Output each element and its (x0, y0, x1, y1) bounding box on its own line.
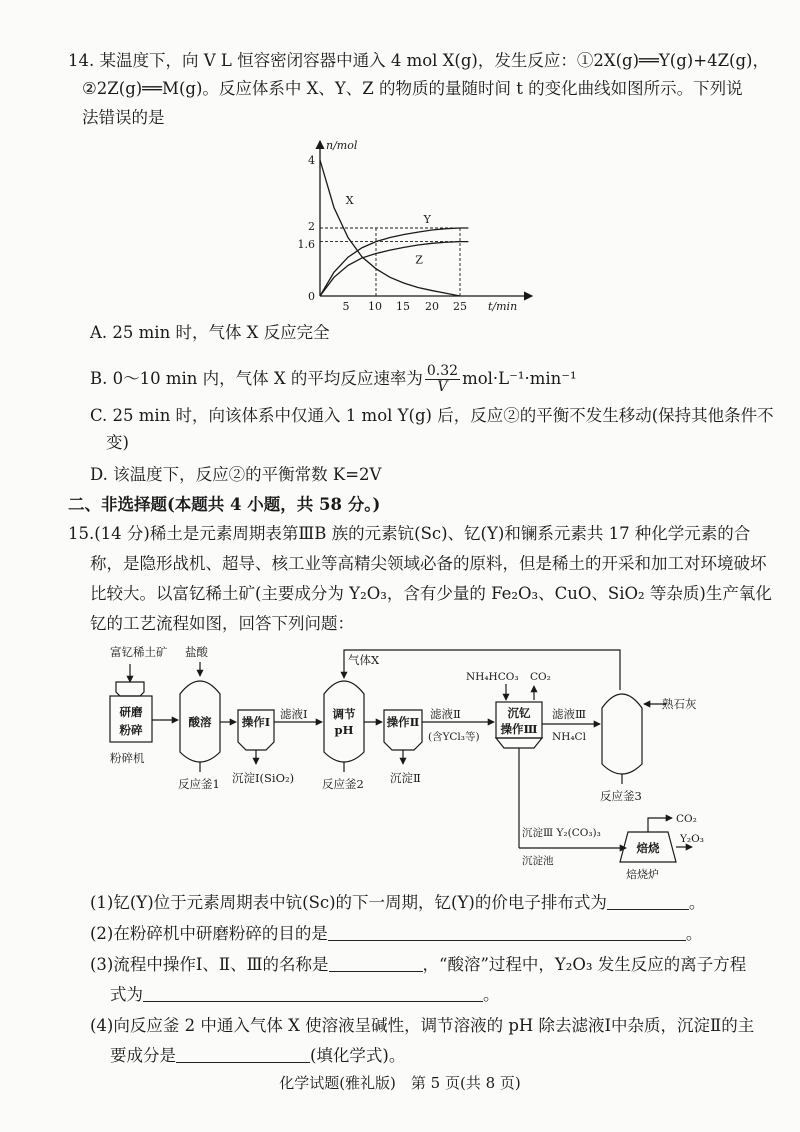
q14-line1: 14. 某温度下，向 V L 恒容密闭容器中通入 4 mol X(g)，发生反应：①2X(g)══Y(g)+4Z(g)， (68, 51, 769, 70)
reactor-3 (602, 694, 642, 774)
series-x-label: X (345, 194, 354, 208)
x-tick-15: 15 (396, 300, 410, 313)
q15-line1: 15.(14 分)稀土是元素周期表第ⅢB 族的元素钪(Sc)、钇(Y)和镧系元素共 17 种化学元素的合 (68, 524, 751, 543)
q15-line3: 比较大。以富钇稀土矿(主要成分为 Y₂O₃，含有少量的 Fe₂O₃、CuO、SiO₂ 等杂质)生产氧化 (90, 584, 772, 603)
acid-label: 酸溶 (188, 715, 212, 729)
gasx-label: 气体X (348, 653, 380, 667)
q15-sub1: (1)钇(Y)位于元素周期表中钪(Sc)的下一周期，钇(Y)的价电子排布式为 。 (90, 893, 706, 912)
q15-sub3-cont: 式为 。 (110, 985, 500, 1004)
co2-label: CO₂ (530, 671, 551, 683)
x-tick-25: 25 (453, 300, 467, 313)
q14-line3: 法错误的是 (82, 108, 165, 127)
process-flowchart (100, 642, 704, 882)
q15-sub4-cont: 要成分是 (填化学式)。 (110, 1046, 406, 1065)
roast-label: 焙烧 (636, 841, 660, 855)
precip3-label: 沉淀Ⅲ Y₂(CO₃)₃ (522, 827, 601, 839)
q14-option-c1: C. 25 min 时，向该体系中仅通入 1 mol Y(g) 后，反应②的平衡不发生移动(保持其他条件不 (90, 406, 774, 425)
q14-option-c2: 变) (106, 433, 129, 452)
nh4cl-label: NH₄Cl (552, 731, 586, 743)
series-z-label: Z (415, 253, 423, 267)
reactor-2 (324, 681, 364, 762)
pool-label: 沉淀池 (522, 855, 554, 867)
answer-blank-2[interactable] (328, 924, 686, 941)
adjust-label-2: pH (334, 723, 354, 737)
grind-label-1: 研磨 (119, 705, 143, 719)
op3-label-1: 沉钇 (507, 706, 531, 720)
x-tick-20: 20 (425, 300, 439, 313)
q14-option-d: D. 该温度下，反应②的平衡常数 K=2V (90, 465, 382, 484)
rate-fraction: $\frac{0.32}{V}$ (426, 363, 459, 395)
answer-blank-3b[interactable] (143, 985, 483, 1002)
filtrate2-note: (含YCl₃等) (428, 731, 480, 743)
q15-sub4: (4)向反应釜 2 中通入气体 X 使溶液呈碱性，调节溶液的 pH 除去滤液Ⅰ中杂质，沉淀Ⅱ的主 (90, 1016, 755, 1035)
y-tick-4: 4 (308, 154, 315, 167)
q14-chart (297, 135, 540, 315)
raw-label: 富钇稀土矿 (110, 645, 168, 659)
y-axis-label: n/mol (326, 139, 358, 152)
series-y-line (320, 228, 468, 296)
x-axis-label: t/min (488, 300, 518, 313)
reactor2-label: 反应釜2 (322, 777, 364, 791)
filtrate1-label: 滤液Ⅰ (280, 707, 308, 721)
q14-line2: ②2Z(g)══M(g)。反应体系中 X、Y、Z 的物质的量随时间 t 的变化曲线如图所示。下列说 (82, 79, 743, 98)
grind-label-2: 粉碎 (119, 723, 143, 737)
section-heading: 二、非选择题(本题共 4 小题，共 58 分。) (68, 495, 381, 514)
y-tick-2: 2 (308, 220, 315, 233)
y2o3-label: Y₂O₃ (680, 833, 704, 845)
answer-blank-1[interactable] (607, 893, 689, 910)
op1-label: 操作Ⅰ (241, 715, 271, 729)
x-tick-5: 5 (342, 300, 350, 313)
q15-sub2: (2)在粉碎机中研磨粉碎的目的是 。 (90, 924, 703, 943)
op3-label-2: 操作Ⅲ (500, 722, 538, 736)
y-tick-1.6: 1.6 (297, 238, 315, 251)
reactor3-label: 反应釜3 (600, 789, 642, 803)
answer-blank-3a[interactable] (329, 955, 423, 972)
q14-option-a: A. 25 min 时，气体 X 反应完全 (90, 323, 330, 342)
q15-line4: 钇的工艺流程如图，回答下列问题： (90, 614, 354, 633)
filtrate2-label: 滤液Ⅱ (430, 707, 461, 721)
chart-guides (320, 228, 460, 296)
lime-label: 熟石灰 (662, 697, 697, 711)
op2-label: 操作Ⅱ (386, 715, 420, 729)
furnace-label: 焙烧炉 (626, 868, 659, 881)
co2b-label: CO₂ (676, 813, 697, 825)
grinder-name: 粉碎机 (110, 751, 145, 765)
precip2-label: 沉淀Ⅱ (390, 771, 421, 785)
reactor1-label: 反应釜1 (178, 777, 220, 791)
adjust-label-1: 调节 (332, 707, 356, 721)
answer-blank-4[interactable] (176, 1046, 310, 1063)
series-z-line (320, 242, 468, 296)
nh4hco3-label: NH₄HCO₃ (466, 671, 519, 683)
precip1-label: 沉淀Ⅰ(SiO₂) (232, 771, 295, 785)
page-footer: 化学试题(雅礼版) 第 5 页(共 8 页) (279, 1074, 521, 1092)
series-y-label: Y (423, 212, 431, 226)
q15-sub3: (3)流程中操作Ⅰ、Ⅱ、Ⅲ的名称是 ，“酸溶”过程中，Y₂O₃ 发生反应的离子方程 (90, 955, 747, 974)
y-tick-0: 0 (308, 290, 315, 303)
filtrate3-label: 滤液Ⅲ (552, 707, 587, 721)
hcl-label: 盐酸 (185, 645, 208, 659)
q14-option-b: B. 0～10 min 内，气体 X 的平均反应速率为 $\frac{0.32}{V}$ mol·L⁻¹·min⁻¹ (90, 363, 577, 395)
q15-line2: 称，是隐形战机、超导、核工业等高精尖领域必备的原料，但是稀土的开采和加工对环境破坏 (90, 554, 767, 573)
x-tick-10: 10 (368, 300, 382, 313)
